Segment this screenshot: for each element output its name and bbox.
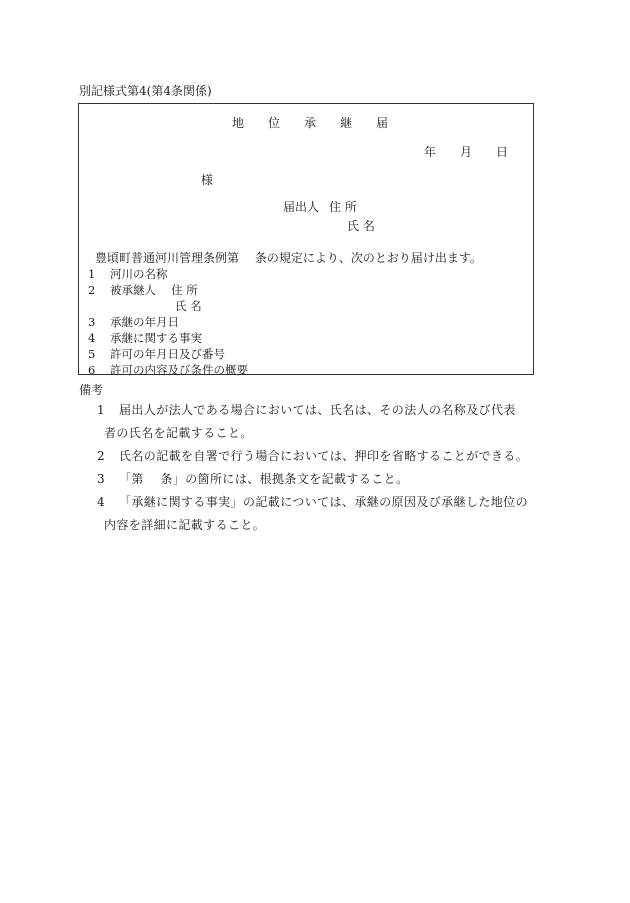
applicant-address-label: 住 所 <box>329 200 357 214</box>
note-continuation: 内容を詳細に記載すること。 <box>104 518 266 532</box>
notes-heading: 備考 <box>79 383 104 397</box>
title-char: 承 <box>304 116 317 130</box>
date-month: 月 <box>460 145 473 159</box>
list-item: 1 河川の名称 <box>88 267 168 281</box>
title-char: 地 <box>232 116 245 130</box>
note-continuation: 者の氏名を記載すること。 <box>104 426 253 440</box>
intro-text: 豊頃町普通河川管理条例第 条の規定により、次のとおり届け出ます。 <box>95 251 482 265</box>
note-item: 1 届出人が法人である場合においては、氏名は、その法人の名称及び代表 <box>97 403 516 417</box>
note-item: 2 氏名の記載を自署で行う場合においては、押印を省略することができる。 <box>97 449 529 463</box>
applicant-name-label: 氏 名 <box>347 219 375 233</box>
list-item: 4 承継に関する事実 <box>88 331 202 345</box>
form-title <box>232 114 412 131</box>
applicant-address-line <box>283 198 357 215</box>
applicant-label: 届出人 <box>283 200 320 214</box>
title-char: 位 <box>268 116 281 130</box>
date-year: 年 <box>424 145 437 159</box>
note-item: 4 「承継に関する事実」の記載については、承継の原因及び承継した地位の <box>97 495 528 509</box>
date-line <box>424 143 508 160</box>
date-day: 日 <box>496 145 509 159</box>
note-item: 3 「第 条」の箇所には、根拠条文を記載すること。 <box>97 472 409 486</box>
list-item: 氏 名 <box>175 299 202 313</box>
list-item: 5 許可の年月日及び番号 <box>88 347 225 361</box>
addressee-suffix: 様 <box>201 173 214 187</box>
list-item: 6 許可の内容及び条件の概要 <box>88 363 248 377</box>
list-item: 2 被承継人 住 所 <box>88 283 198 297</box>
form-label: 別記様式第4(第4条関係) <box>79 84 212 98</box>
list-item: 3 承継の年月日 <box>88 315 179 329</box>
title-char: 届 <box>376 116 389 130</box>
title-char: 継 <box>340 116 353 130</box>
